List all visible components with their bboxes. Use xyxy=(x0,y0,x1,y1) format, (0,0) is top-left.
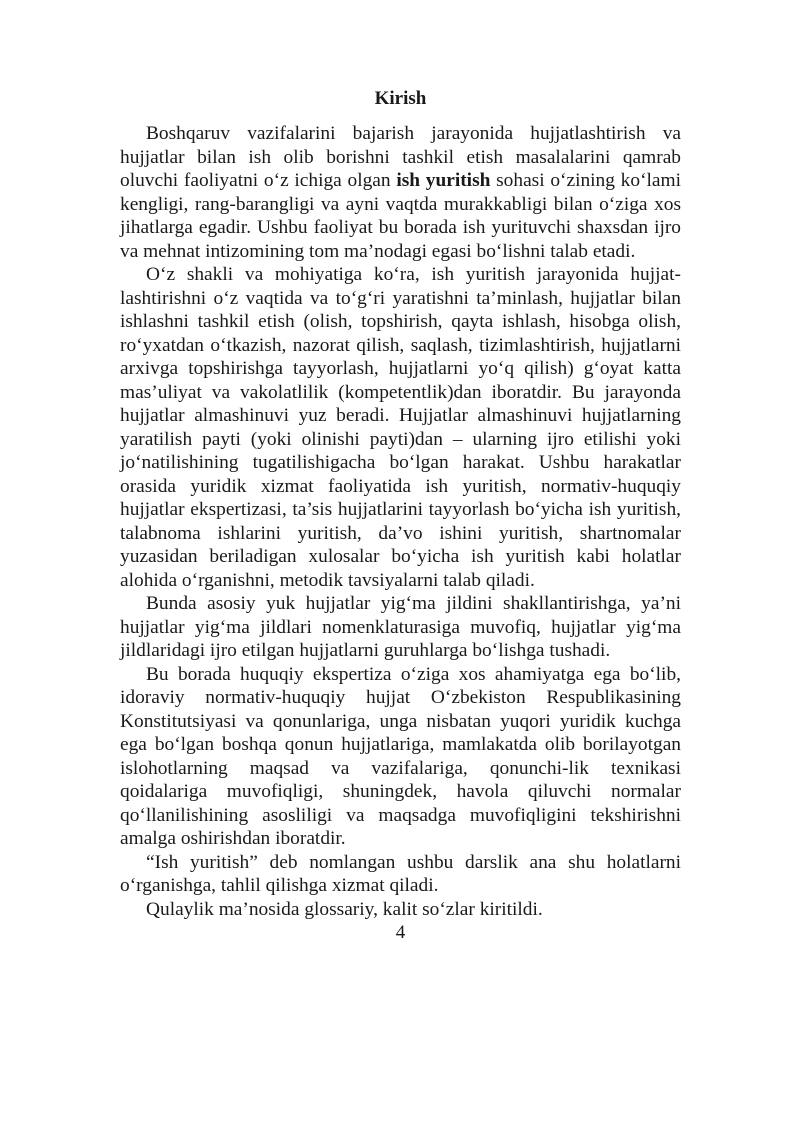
paragraph-1-text-after: sohasi o‘zining ko‘lami kengligi, rang-barangligi va ayni vaqtda murakkabligi bilan o‘ziga xos jihatlarga egadir. Ushbu faoliyat bu borada ish yurituvchi shaxsdan ijro va mehnat intizomining tom ma’nodagi egasi bo‘lishni talab etadi. xyxy=(120,170,681,262)
paragraph-2: O‘z shakli va mohiyatiga ko‘ra, ish yuritish jarayonida hujjatlashtirishni o‘z vaqtida va to‘g‘ri yaratishni ta’minlash, hujjatlar bilan ishlashni tashkil etish (olish, topshirish, qayta ishlash, hisobga olish, ro‘yxatdan o‘tkazish, nazorat qilish, saqlash, tizimlashtirish, hujjatlarni arxivga topshirishga tayyorlash, hujjatlarni yo‘q qilish) g‘oyat katta mas’uliyat va vakolatlilik (kompetentlik)dan iboratdir. Bu jarayonda hujjatlar almashinuvi yuz beradi. Hujjatlar almashinuvi hujjatlarning yaratilish payti (yoki olinishi payti)dan – ularning ijro etilishi yoki jo‘natilishining tugatilishigacha bo‘lgan harakat. Ushbu harakatlar orasida yuridik xizmat faoliyatida ish yuritish, normativ-huquqiy hujjatlar ekspertizasi, ta’sis hujjatlarini tayyorlash bo‘yicha ish yuritish, talabnoma ishlarini yuritish, da’vo ishini yuritish, shartnomalar yuzasidan beriladigan xulosalar bo‘yicha ish yuritish kabi holatlar alohida o‘rganishni, metodik tavsiyalarni talab qiladi. xyxy=(120,264,681,591)
paragraph-1 xyxy=(120,122,681,263)
paragraph-1-text-before: Boshqaruv vazifalarini bajarish jarayonida hujjatlashtirish va hujjatlar bilan ish olib borishni tashkil etish masalalarini qamrab oluvchi faoliyatni o‘z ichiga olgan xyxy=(120,123,681,191)
paragraph-5: “Ish yuritish” deb nomlangan ushbu darslik ana shu holatlarni o‘rganishga, tahlil qilishga xizmat qiladi. xyxy=(120,851,681,896)
paragraph-4: Bu borada huquqiy ekspertiza o‘ziga xos ahamiyatga ega bo‘lib, idoraviy normativ-huquqiy hujjat O‘zbekiston Respublikasining Konstitutsiyasi va qonunlariga, unga nisbatan yuqori yuridik kuchga ega bo‘lgan boshqa qonun hujjatlariga, mamlakatda olib borilayotgan islohotlarning maqsad va vazifalariga, qonunchi-lik texnikasi qoidalariga muvofiqligi, shuningdek, havola qiluvchi normalar qo‘llanilishining asosliligi va maqsadga muvofiqligini tekshirishni amalga oshirishdan iboratdir. xyxy=(120,663,681,849)
bold-term: ish yuritish xyxy=(396,170,491,191)
page-number: 4 xyxy=(395,922,406,943)
page-title: Kirish xyxy=(374,88,427,109)
paragraph-3: Bunda asosiy yuk hujjatlar yig‘ma jildini shakllantirishga, ya’ni hujjatlar yig‘ma jildlari nomenklaturasiga muvofiq, hujjatlar yig‘ma jildlaridagi ijro etilgan hujjatlarni guruhlarga bo‘lishga tushadi. xyxy=(120,593,681,661)
page-body xyxy=(120,86,681,945)
paragraph-6: Qulaylik ma’nosida glossariy, kalit so‘zlar kiritildi. xyxy=(146,898,543,920)
